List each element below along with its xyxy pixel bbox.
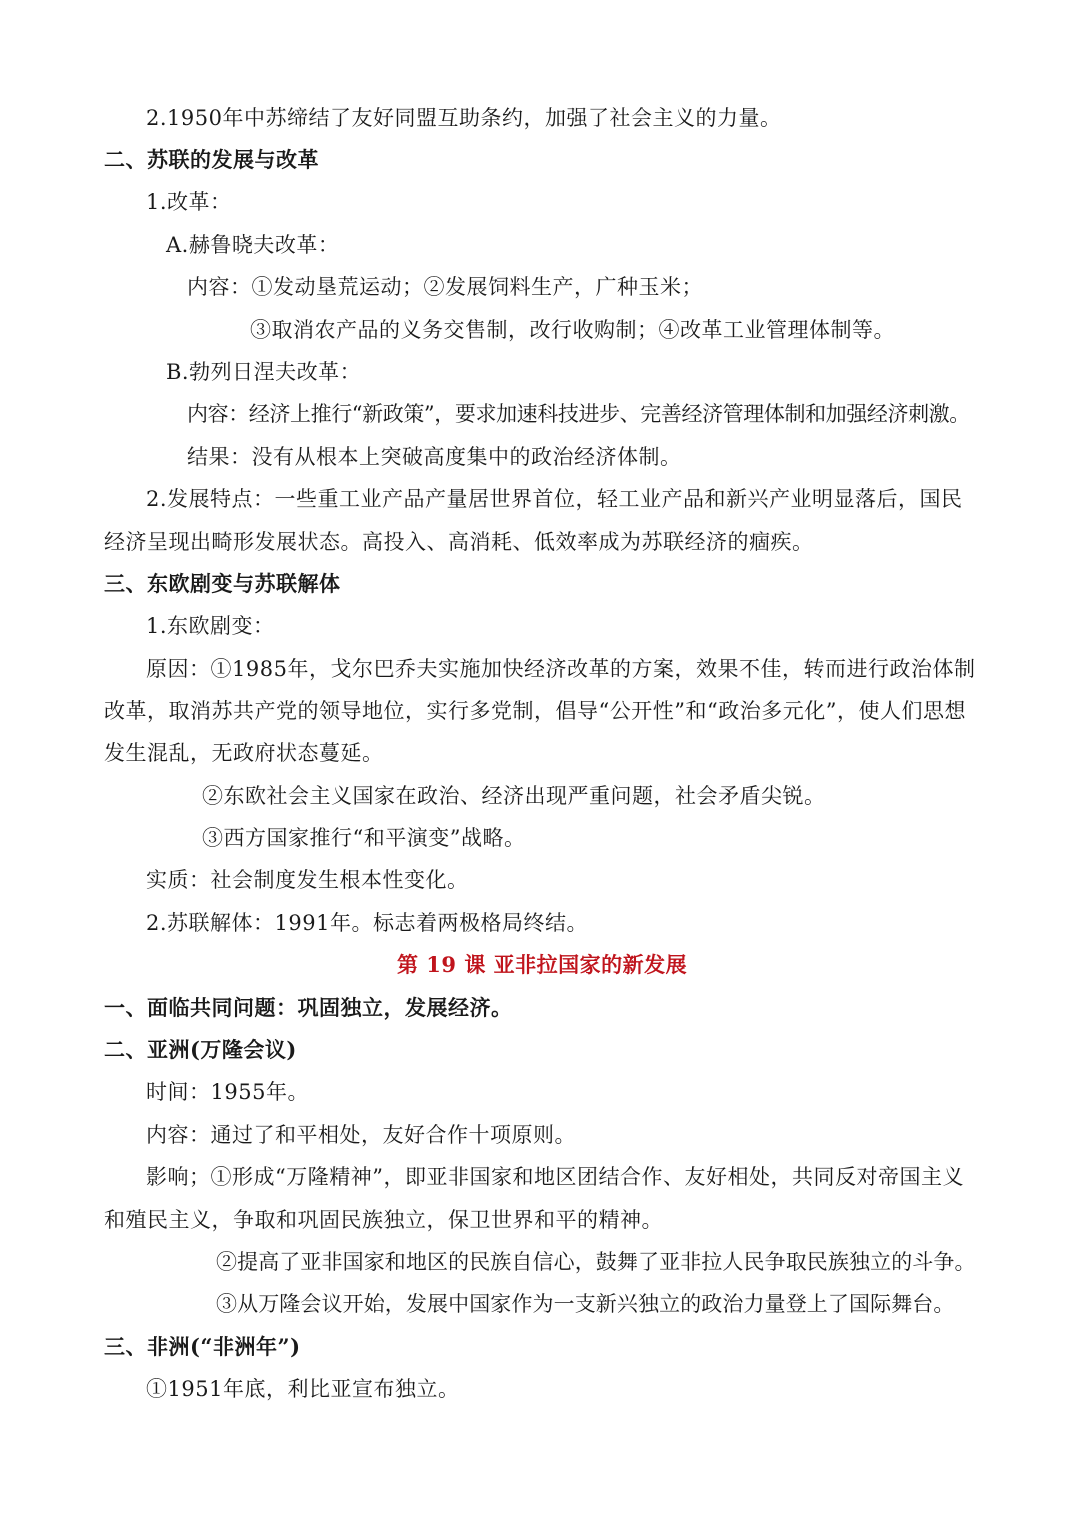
section-heading-eastern-europe: 三、东欧剧变与苏联解体 [104, 571, 341, 596]
text-line-bandung-impact-3: ②提高了亚非国家和地区的民族自信心，鼓舞了亚非拉人民争取民族独立的斗争。 [216, 1250, 976, 1274]
text-line-cause-5: ③西方国家推行“和平演变”战略。 [202, 826, 526, 850]
text-line-development-features-2: 经济呈现出畸形发展状态。高投入、高消耗、低效率成为苏联经济的痼疾。 [104, 530, 814, 554]
text-line-bandung-time: 时间：1955年。 [146, 1080, 309, 1104]
text-line-cause-4: ②东欧社会主义国家在政治、经济出现严重问题，社会矛盾尖锐。 [202, 784, 826, 808]
section-heading-common-problems: 一、面临共同问题：巩固独立，发展经济。 [104, 995, 513, 1020]
section-heading-africa: 三、非洲(“非洲年”) [104, 1334, 301, 1359]
text-line-khrushchev-reform: A.赫鲁晓夫改革： [166, 233, 340, 257]
text-line-bandung-impact-1: 影响；①形成“万隆精神”，即亚非国家和地区团结合作、友好相处，共同反对帝国主义 [146, 1165, 964, 1189]
text-line-brezhnev-reform: B.勃列日涅夫改革： [166, 360, 362, 384]
text-line-khrushchev-content-1: 内容：①发动垦荒运动；②发展饲料生产，广种玉米； [187, 275, 703, 299]
text-line-cause-3: 发生混乱，无政府状态蔓延。 [104, 741, 384, 765]
section-heading-asia: 二、亚洲(万隆会议) [104, 1037, 297, 1062]
text-line-reform: 1.改革： [146, 190, 232, 214]
text-line-khrushchev-content-2: ③取消农产品的义务交售制，改行收购制；④改革工业管理体制等。 [250, 318, 895, 342]
text-line-bandung-content: 内容：通过了和平相处，友好合作十项原则。 [146, 1123, 576, 1147]
text-line-brezhnev-content: 内容：经济上推行“新政策”，要求加速科技进步、完善经济管理体制和加强经济刺激。 [187, 402, 970, 426]
text-line-bandung-impact-4: ③从万隆会议开始，发展中国家作为一支新兴独立的政治力量登上了国际舞台。 [216, 1292, 955, 1316]
text-line-soviet-dissolution: 2.苏联解体：1991年。标志着两极格局终结。 [146, 911, 588, 935]
text-line-bandung-impact-2: 和殖民主义，争取和巩固民族独立，保卫世界和平的精神。 [104, 1208, 663, 1232]
text-line-sino-soviet-treaty: 2.1950年中苏缔结了友好同盟互助条约，加强了社会主义的力量。 [146, 106, 782, 130]
section-heading-soviet-development: 二、苏联的发展与改革 [104, 147, 319, 172]
text-line-essence: 实质：社会制度发生根本性变化。 [146, 868, 469, 892]
text-line-cause-2: 改革，取消苏共产党的领导地位，实行多党制，倡导“公开性”和“政治多元化”，使人们思想 [104, 699, 966, 723]
text-line-libya-independence: ①1951年底，利比亚宣布独立。 [146, 1377, 460, 1401]
lesson-title: 第 19 课 亚非拉国家的新发展 [397, 952, 688, 977]
text-line-development-features-1: 2.发展特点：一些重工业产品产量居世界首位，轻工业产品和新兴产业明显落后，国民 [146, 487, 963, 511]
text-line-cause-1: 原因：①1985年，戈尔巴乔夫实施加快经济改革的方案，效果不佳，转而进行政治体制 [146, 657, 976, 681]
text-line-eastern-europe-upheaval: 1.东欧剧变： [146, 614, 275, 638]
text-line-brezhnev-result: 结果：没有从根本上突破高度集中的政治经济体制。 [187, 445, 682, 469]
